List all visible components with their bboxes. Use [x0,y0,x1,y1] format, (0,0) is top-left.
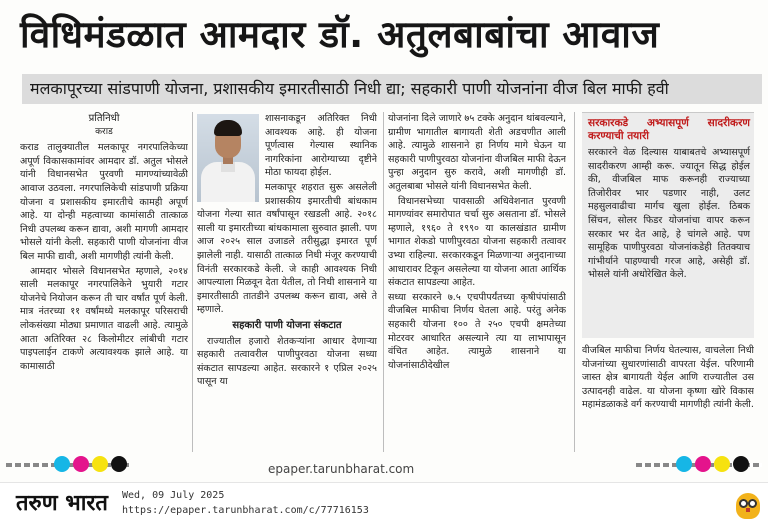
article-column-3 [388,112,566,452]
paragraph: विधानसभेच्या पावसाळी अधिवेशनात पुरवणी मागण्यांवर समारोपात चर्चा सुरु असताना डॉ. भोसले म्हणाले, १९६० ते १९९० या कालखंडात ग्रामीण भागात शेकडो पाणीपुरवठा योजना सहकारी तत्वावर उभ्या राहिल्या. सरकारकडून मिळणाऱ्या अनुदानाच्या आधारावर टिकून असलेल्या या योजना आता आर्थिक संकटात सापडल्या आहेत. [388,195,566,289]
registration-magenta-dot [73,456,89,472]
headline: विधिमंडळात आमदार डॉ. अतुलबाबांचा आवाज [20,13,660,56]
paragraph: वीजबिल माफीचा निर्णय घेतल्यास, वाचलेला निधी योजनांच्या सुधारणांसाठी वापरता येईल. परिणामी जास्त क्षेत्र बागायती येईल आणि राज्यातील उस उत्पादनही वाढेल. या योजना कृष्णा खोरे विकास महामंडळाकडे वर्ग करण्याची मागणीही त्यांनी केली. [582,345,754,411]
article-column-2 [197,112,377,452]
column-divider [192,112,193,452]
registration-strip-right [636,454,762,476]
footer-bar [0,482,768,523]
column-divider [383,112,384,452]
registration-cyan-dot [676,456,692,472]
registration-strip-left [6,454,130,476]
article-link[interactable]: https://epaper.tarunbharat.com/c/77716153 [122,505,369,516]
highlight-box-title: सरकारकडे अभ्यासपूर्ण सादरीकरण करण्याची तयारी [588,117,750,142]
registration-yellow-dot [714,456,730,472]
column-divider [574,112,575,452]
owl-icon [734,489,762,521]
publication-date: Wed, 09 July 2025 [122,490,225,501]
dateline-place: कराड [95,126,113,137]
registration-black-dot [111,456,127,472]
highlight-box-text: सरकारने वेळ दिल्यास याबाबतचे अभ्यासपूर्ण सादरीकरण आम्ही करू. ज्यातून सिद्ध होईल की, वीजबिल माफ करूनही राज्याच्या तिजोरीवर भार पडणार नाही, उलट महसुलवाढीचा मार्गच खुला होईल. ठिबक सिंचन, सोलर फिडर योजनांचा वापर करून सरकार भर देत आहे, हे चांगले आहे. पण सामूहिक पाणीपुरवठा योजनांकडेही तितक्याच गांभीर्याने पाहण्याची गरज आहे, असेही डॉ. भोसले यांनी अधोरेखित केले. [588,147,750,281]
paragraph: सध्या सरकारने ७.५ एचपीपर्यंतच्या कृषीपंपांसाठी वीजबिल माफीचा निर्णय घेतला आहे. परंतु अनेक सहकारी योजना १०० ते २५० एचपी क्षमतेच्या मोटरवर आधारित असल्याने त्या या लाभापासून वंचित आहेत. त्यामुळे शासनाने या योजनांसाठीदेखील [388,291,566,371]
section-subheading: सहकारी पाणी योजना संकटात [232,319,342,331]
registration-yellow-dot [92,456,108,472]
registration-magenta-dot [695,456,711,472]
paragraph: शासनाकडून अतिरिक्त निधी आवश्यक आहे. ही योजना पूर्णत्वास गेल्यास स्थानिक नागरिकांना आरोग्याच्या दृष्टीने मोठा फायदा होईल. [265,113,377,179]
highlight-box [582,112,754,338]
registration-cyan-dot [54,456,70,472]
registration-black-dot [733,456,749,472]
paragraph: कराड तालुक्यातील मलकापूर नगरपालिकेच्या अपूर्ण विकासकामांवर आमदार डॉ. अतुल भोसले यांनी विधानसभेत पुरवणी मागण्यांच्यावेळी आवाज उठवला. नगरपालिकेची सांडपाणी प्रक्रिया योजना व प्रशासकीय इमारतीचे कामही अपूर्ण आहे. या दोन्ही महत्वाच्या कामांसाठी तात्काळ निधी उपलब्ध करून द्यावा, अशी मागणी आमदार भोसले यांनी केली. सहकारी पाणी योजनांना वीज बिल माफी द्यावी, अशी मागणीही त्यांनी केली. [20,142,188,262]
subheadline: मलकापूरच्या सांडपाणी योजना, प्रशासकीय इमारतीसाठी निधी द्या; सहकारी पाणी योजनांना वीज बिल माफी हवी [22,74,762,104]
paragraph: राज्यातील हजारो शेतकऱ्यांना आधार देणाऱ्या सहकारी तत्वावरील पाणीपुरवठा योजना सध्या संकटात सापडल्या आहेत. सरकारने १ एप्रिल २०२५ पासून या [197,335,377,388]
portrait-photo [197,114,259,202]
article-column-1 [20,112,188,452]
epaper-url: epaper.tarunbharat.com [268,462,415,476]
paragraph: आमदार भोसले विधानसभेत म्हणाले, २०१४ साली मलकापूर नगरपालिकेने भुयारी गटार योजनेचे नियोजन करून ती चार वर्षांत पूर्ण केली. मात्र नंतरच्या ११ वर्षांमध्ये मलकापूर परिसराची लोकसंख्या मोठ्या प्रमाणात वाढली आहे. त्यामुळे आता अतिरिक्त २८ किलोमीटर लांबीची गटार पाइपलाईन टाकणे अत्यावश्यक झाले आहे. या कामासाठी [20,265,188,372]
paragraph: योजनांना दिले जाणारे ७५ टक्के अनुदान थांबवल्याने, ग्रामीण भागातील बागायती शेती अडचणीत आली आहे. त्यामुळे शासनाने हा निर्णय मागे घेऊन या सहकारी पाणीपुरवठा योजनांना वीजबिल माफी देऊन पुन्हा अनुदान सुरु करावे, अशी मागणीही डॉ. अतुलबाबा भोसले यांनी विधानसभेत केली. [388,113,566,192]
paragraph: मलकापूर शहरात सुरू असलेली प्रशासकीय इमारतीची बांधकाम योजना गेल्या सात वर्षांपासून रखडली आहे. २०१८ साली या इमारतीच्या बांधकामाला सुरुवात झाली. पण आज २०२५ साल उजाडले तरीसुद्धा इमारत पूर्ण झालेली नाही. यासाठी तात्काळ निधी मंजूर करण्याची विनंती सरकारकडे केली. जे काही आवश्यक निधी आपल्याला मिळवून देता येतील, तो निधी शासनाने या इमारतीसाठी तातडीने उपलब्ध करून द्यावा, असे ते म्हणाले. [197,181,377,316]
newspaper-logo[interactable]: तरुण भारत [16,491,108,516]
byline: प्रतिनिधी [88,113,120,124]
article-column-4 [582,112,754,452]
